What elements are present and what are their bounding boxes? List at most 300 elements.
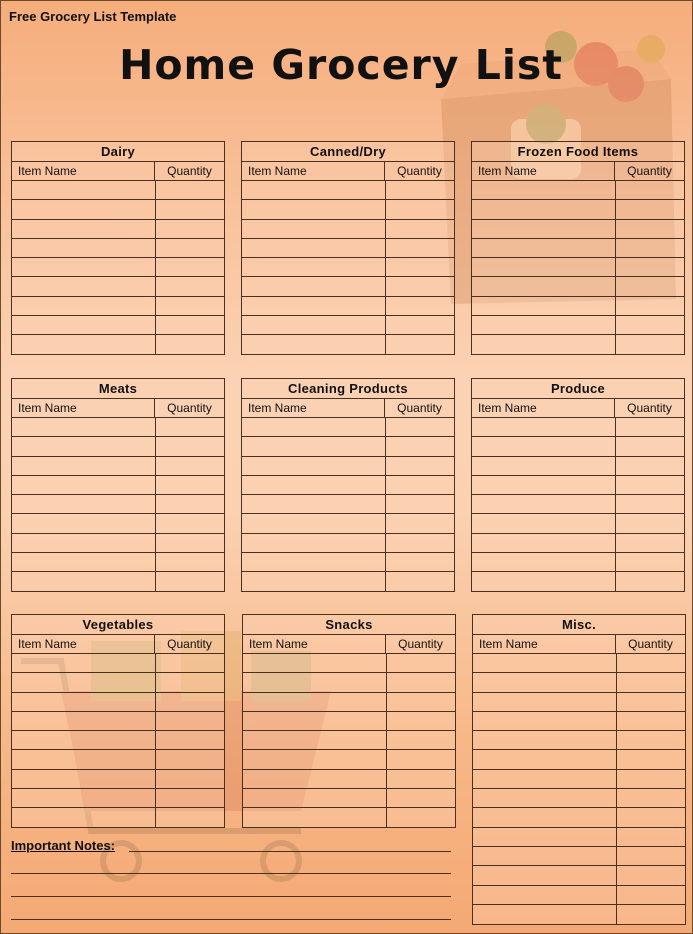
table-row <box>242 220 454 239</box>
table-row <box>12 654 224 673</box>
item-name-cell[interactable] <box>472 239 616 257</box>
note-line[interactable] <box>11 896 451 897</box>
table-row <box>473 866 685 885</box>
item-name-cell[interactable] <box>12 495 156 513</box>
item-name-cell[interactable] <box>472 514 616 532</box>
table-row <box>242 495 454 514</box>
item-name-cell[interactable] <box>472 297 616 315</box>
table-row <box>12 476 224 495</box>
quantity-cell[interactable] <box>386 181 454 199</box>
quantity-cell[interactable] <box>616 181 684 199</box>
table-row <box>12 673 224 692</box>
item-name-header: Item Name <box>242 162 385 180</box>
table-row <box>472 418 684 437</box>
item-name-cell[interactable] <box>472 181 616 199</box>
item-name-cell[interactable] <box>243 770 387 788</box>
section-title: Snacks <box>243 615 455 635</box>
quantity-cell[interactable] <box>156 750 224 768</box>
item-name-cell[interactable] <box>12 457 156 475</box>
table-row <box>12 553 224 572</box>
quantity-header: Quantity <box>628 637 673 651</box>
item-name-cell[interactable] <box>12 673 156 691</box>
quantity-cell[interactable] <box>156 770 224 788</box>
quantity-cell[interactable] <box>616 297 684 315</box>
table-row <box>472 200 684 219</box>
item-name-cell[interactable] <box>473 847 617 865</box>
quantity-cell[interactable] <box>617 808 685 826</box>
table-row <box>243 789 455 808</box>
section-title: Misc. <box>473 615 685 635</box>
section-canned-dry <box>241 141 455 355</box>
quantity-cell[interactable] <box>617 731 685 749</box>
section-title: Cleaning Products <box>242 379 454 399</box>
item-name-cell[interactable] <box>473 808 617 826</box>
table-row <box>473 654 685 673</box>
table-row <box>473 673 685 692</box>
table-row <box>473 712 685 731</box>
item-name-cell[interactable] <box>242 534 386 552</box>
quantity-cell[interactable] <box>156 476 224 494</box>
section-title: Produce <box>472 379 684 399</box>
table-row <box>472 335 684 354</box>
section-produce <box>471 378 685 592</box>
item-name-cell[interactable] <box>473 789 617 807</box>
item-name-cell[interactable] <box>12 750 156 768</box>
quantity-header: Quantity <box>627 164 672 178</box>
item-name-cell[interactable] <box>243 731 387 749</box>
quantity-cell[interactable] <box>386 457 454 475</box>
item-name-cell[interactable] <box>243 712 387 730</box>
quantity-cell[interactable] <box>387 770 455 788</box>
item-name-cell[interactable] <box>12 335 156 354</box>
table-row <box>12 316 224 335</box>
item-name-cell[interactable] <box>12 770 156 788</box>
item-name-cell[interactable] <box>472 437 616 455</box>
quantity-cell[interactable] <box>156 731 224 749</box>
table-row <box>242 200 454 219</box>
quantity-header: Quantity <box>397 401 442 415</box>
item-name-cell[interactable] <box>242 418 386 436</box>
item-name-cell[interactable] <box>242 495 386 513</box>
item-name-cell[interactable] <box>242 476 386 494</box>
item-name-cell[interactable] <box>242 258 386 276</box>
table-row <box>472 297 684 316</box>
quantity-cell[interactable] <box>387 731 455 749</box>
table-row <box>243 654 455 673</box>
item-name-cell[interactable] <box>12 572 156 591</box>
item-name-cell[interactable] <box>12 476 156 494</box>
item-name-cell[interactable] <box>473 828 617 846</box>
quantity-cell[interactable] <box>156 200 224 218</box>
table-row <box>472 476 684 495</box>
quantity-cell[interactable] <box>386 335 454 354</box>
quantity-cell[interactable] <box>386 553 454 571</box>
table-row <box>243 731 455 750</box>
item-name-cell[interactable] <box>243 673 387 691</box>
quantity-cell[interactable] <box>616 258 684 276</box>
quantity-cell[interactable] <box>156 335 224 354</box>
item-name-cell[interactable] <box>242 514 386 532</box>
table-row <box>12 731 224 750</box>
quantity-cell[interactable] <box>386 572 454 591</box>
item-name-header: Item Name <box>12 162 155 180</box>
item-name-cell[interactable] <box>12 654 156 672</box>
item-name-cell[interactable] <box>472 277 616 295</box>
quantity-cell[interactable] <box>156 495 224 513</box>
table-row <box>12 335 224 354</box>
quantity-cell[interactable] <box>156 553 224 571</box>
table-row <box>243 693 455 712</box>
note-line[interactable] <box>11 919 451 920</box>
table-row <box>472 239 684 258</box>
quantity-cell[interactable] <box>616 476 684 494</box>
item-name-cell[interactable] <box>473 693 617 711</box>
quantity-cell[interactable] <box>617 905 685 924</box>
quantity-cell[interactable] <box>156 277 224 295</box>
item-name-cell[interactable] <box>12 437 156 455</box>
item-name-cell[interactable] <box>472 316 616 334</box>
quantity-cell[interactable] <box>616 457 684 475</box>
table-row <box>12 789 224 808</box>
template-label: Free Grocery List Template <box>9 9 177 24</box>
quantity-cell[interactable] <box>156 572 224 591</box>
item-name-header: Item Name <box>242 399 385 417</box>
item-name-cell[interactable] <box>12 693 156 711</box>
quantity-cell[interactable] <box>386 418 454 436</box>
quantity-cell[interactable] <box>617 789 685 807</box>
item-name-cell[interactable] <box>472 418 616 436</box>
quantity-cell[interactable] <box>617 654 685 672</box>
item-name-cell[interactable] <box>12 712 156 730</box>
item-name-cell[interactable] <box>12 731 156 749</box>
table-row <box>242 297 454 316</box>
table-row <box>472 277 684 296</box>
quantity-cell[interactable] <box>616 220 684 238</box>
table-row <box>473 905 685 924</box>
table-row <box>472 258 684 277</box>
table-row <box>473 750 685 769</box>
column-header-row <box>12 399 224 418</box>
item-name-cell[interactable] <box>243 808 387 827</box>
item-name-cell[interactable] <box>473 654 617 672</box>
column-header-row <box>472 399 684 418</box>
quantity-cell[interactable] <box>616 418 684 436</box>
quantity-cell[interactable] <box>386 437 454 455</box>
quantity-cell[interactable] <box>156 808 224 827</box>
quantity-cell[interactable] <box>156 258 224 276</box>
quantity-cell[interactable] <box>156 789 224 807</box>
quantity-cell[interactable] <box>386 316 454 334</box>
quantity-header: Quantity <box>167 637 212 651</box>
quantity-cell[interactable] <box>156 534 224 552</box>
item-name-cell[interactable] <box>472 476 616 494</box>
table-row <box>242 534 454 553</box>
quantity-cell[interactable] <box>387 750 455 768</box>
item-name-cell[interactable] <box>243 789 387 807</box>
item-name-cell[interactable] <box>242 277 386 295</box>
item-name-cell[interactable] <box>12 534 156 552</box>
quantity-cell[interactable] <box>616 572 684 591</box>
item-name-cell[interactable] <box>473 905 617 924</box>
item-name-cell[interactable] <box>12 316 156 334</box>
item-name-header: Item Name <box>473 635 616 653</box>
item-name-cell[interactable] <box>12 514 156 532</box>
item-name-cell[interactable] <box>12 789 156 807</box>
quantity-cell[interactable] <box>616 239 684 257</box>
item-name-cell[interactable] <box>473 712 617 730</box>
table-row <box>12 712 224 731</box>
item-name-cell[interactable] <box>12 200 156 218</box>
quantity-cell[interactable] <box>386 297 454 315</box>
item-name-cell[interactable] <box>473 886 617 904</box>
column-header-row <box>473 635 685 654</box>
item-name-cell[interactable] <box>242 316 386 334</box>
section-meats <box>11 378 225 592</box>
quantity-cell[interactable] <box>387 808 455 827</box>
quantity-cell[interactable] <box>156 239 224 257</box>
table-row <box>242 514 454 533</box>
note-line[interactable] <box>11 873 451 874</box>
item-name-cell[interactable] <box>12 418 156 436</box>
item-name-cell[interactable] <box>242 220 386 238</box>
column-header-row <box>243 635 455 654</box>
quantity-cell[interactable] <box>616 514 684 532</box>
section-title: Dairy <box>12 142 224 162</box>
quantity-cell[interactable] <box>617 866 685 884</box>
section-vegetables <box>11 614 225 828</box>
quantity-cell[interactable] <box>387 654 455 672</box>
table-row <box>242 437 454 456</box>
item-name-cell[interactable] <box>472 220 616 238</box>
quantity-cell[interactable] <box>617 847 685 865</box>
quantity-cell[interactable] <box>386 476 454 494</box>
quantity-cell[interactable] <box>617 750 685 768</box>
quantity-cell[interactable] <box>156 437 224 455</box>
quantity-cell[interactable] <box>387 693 455 711</box>
item-name-header: Item Name <box>12 399 155 417</box>
table-row <box>472 495 684 514</box>
important-notes-label: Important Notes: <box>11 838 115 853</box>
section-title: Canned/Dry <box>242 142 454 162</box>
item-name-cell[interactable] <box>243 693 387 711</box>
item-name-cell[interactable] <box>12 297 156 315</box>
quantity-header: Quantity <box>397 164 442 178</box>
table-row <box>472 457 684 476</box>
table-row <box>12 258 224 277</box>
table-row <box>242 418 454 437</box>
table-row <box>12 808 224 827</box>
table-row <box>472 514 684 533</box>
quantity-cell[interactable] <box>156 181 224 199</box>
table-row <box>472 553 684 572</box>
item-name-cell[interactable] <box>242 239 386 257</box>
table-row <box>243 750 455 769</box>
table-row <box>12 181 224 200</box>
item-name-cell[interactable] <box>243 750 387 768</box>
quantity-cell[interactable] <box>386 239 454 257</box>
table-row <box>12 770 224 789</box>
table-row <box>472 316 684 335</box>
table-row <box>472 181 684 200</box>
quantity-cell[interactable] <box>156 316 224 334</box>
table-row <box>12 750 224 769</box>
quantity-cell[interactable] <box>616 495 684 513</box>
table-row <box>12 572 224 591</box>
column-header-row <box>12 635 224 654</box>
table-row <box>473 828 685 847</box>
table-row <box>473 886 685 905</box>
item-name-cell[interactable] <box>472 200 616 218</box>
table-row <box>12 495 224 514</box>
column-header-row <box>12 162 224 181</box>
table-row <box>242 572 454 591</box>
quantity-cell[interactable] <box>616 534 684 552</box>
item-name-cell[interactable] <box>242 297 386 315</box>
quantity-cell[interactable] <box>617 770 685 788</box>
table-row <box>12 297 224 316</box>
item-name-cell[interactable] <box>242 553 386 571</box>
table-row <box>472 572 684 591</box>
item-name-cell[interactable] <box>242 181 386 199</box>
table-row <box>12 437 224 456</box>
item-name-cell[interactable] <box>473 750 617 768</box>
quantity-cell[interactable] <box>156 654 224 672</box>
quantity-cell[interactable] <box>386 200 454 218</box>
table-row <box>12 693 224 712</box>
item-name-header: Item Name <box>12 635 155 653</box>
quantity-cell[interactable] <box>617 712 685 730</box>
quantity-cell[interactable] <box>616 200 684 218</box>
item-name-cell[interactable] <box>12 181 156 199</box>
quantity-cell[interactable] <box>387 789 455 807</box>
table-row <box>12 220 224 239</box>
quantity-cell[interactable] <box>616 316 684 334</box>
item-name-cell[interactable] <box>472 572 616 591</box>
item-name-header: Item Name <box>472 162 615 180</box>
table-row <box>242 277 454 296</box>
column-header-row <box>472 162 684 181</box>
quantity-cell[interactable] <box>387 712 455 730</box>
quantity-header: Quantity <box>627 401 672 415</box>
item-name-cell[interactable] <box>472 553 616 571</box>
table-row <box>243 712 455 731</box>
table-row <box>12 514 224 533</box>
quantity-cell[interactable] <box>156 418 224 436</box>
quantity-cell[interactable] <box>386 534 454 552</box>
item-name-cell[interactable] <box>473 866 617 884</box>
quantity-cell[interactable] <box>616 335 684 354</box>
section-cleaning-products <box>241 378 455 592</box>
section-frozen-food <box>471 141 685 355</box>
section-misc <box>472 614 686 925</box>
item-name-cell[interactable] <box>473 770 617 788</box>
quantity-cell[interactable] <box>617 828 685 846</box>
quantity-cell[interactable] <box>156 712 224 730</box>
quantity-cell[interactable] <box>386 514 454 532</box>
quantity-cell[interactable] <box>156 514 224 532</box>
table-row <box>472 220 684 239</box>
table-row <box>12 457 224 476</box>
quantity-cell[interactable] <box>387 673 455 691</box>
table-row <box>473 693 685 712</box>
table-row <box>242 335 454 354</box>
quantity-cell[interactable] <box>386 495 454 513</box>
quantity-cell[interactable] <box>156 693 224 711</box>
note-line[interactable] <box>129 851 451 852</box>
table-row <box>242 316 454 335</box>
table-row <box>242 181 454 200</box>
table-row <box>242 476 454 495</box>
table-row <box>242 239 454 258</box>
item-name-cell[interactable] <box>242 335 386 354</box>
item-name-cell[interactable] <box>473 673 617 691</box>
quantity-cell[interactable] <box>386 258 454 276</box>
quantity-cell[interactable] <box>156 220 224 238</box>
table-row <box>12 277 224 296</box>
table-row <box>12 418 224 437</box>
quantity-cell[interactable] <box>616 437 684 455</box>
item-name-cell[interactable] <box>472 258 616 276</box>
table-row <box>472 534 684 553</box>
quantity-cell[interactable] <box>617 693 685 711</box>
table-row <box>473 770 685 789</box>
item-name-cell[interactable] <box>472 457 616 475</box>
quantity-header: Quantity <box>398 637 443 651</box>
column-header-row <box>242 162 454 181</box>
item-name-cell[interactable] <box>242 457 386 475</box>
quantity-cell[interactable] <box>156 457 224 475</box>
item-name-cell[interactable] <box>12 808 156 827</box>
table-row <box>243 770 455 789</box>
quantity-header: Quantity <box>167 164 212 178</box>
item-name-cell[interactable] <box>472 495 616 513</box>
table-row <box>242 457 454 476</box>
item-name-cell[interactable] <box>12 258 156 276</box>
section-title: Frozen Food Items <box>472 142 684 162</box>
item-name-cell[interactable] <box>242 572 386 591</box>
table-row <box>472 437 684 456</box>
item-name-cell[interactable] <box>12 239 156 257</box>
quantity-cell[interactable] <box>617 673 685 691</box>
table-row <box>242 553 454 572</box>
section-snacks <box>242 614 456 828</box>
quantity-cell[interactable] <box>617 886 685 904</box>
section-dairy <box>11 141 225 355</box>
item-name-cell[interactable] <box>12 553 156 571</box>
section-title: Vegetables <box>12 615 224 635</box>
item-name-cell[interactable] <box>12 277 156 295</box>
quantity-cell[interactable] <box>156 673 224 691</box>
quantity-cell[interactable] <box>156 297 224 315</box>
item-name-cell[interactable] <box>242 200 386 218</box>
item-name-cell[interactable] <box>242 437 386 455</box>
quantity-cell[interactable] <box>616 277 684 295</box>
table-row <box>473 847 685 866</box>
item-name-cell[interactable] <box>472 534 616 552</box>
quantity-cell[interactable] <box>616 553 684 571</box>
item-name-cell[interactable] <box>472 335 616 354</box>
quantity-cell[interactable] <box>386 220 454 238</box>
item-name-cell[interactable] <box>243 654 387 672</box>
quantity-cell[interactable] <box>386 277 454 295</box>
table-row <box>473 731 685 750</box>
section-title: Meats <box>12 379 224 399</box>
item-name-cell[interactable] <box>473 731 617 749</box>
item-name-cell[interactable] <box>12 220 156 238</box>
page-title: Home Grocery List <box>119 41 563 89</box>
table-row <box>12 534 224 553</box>
table-row <box>12 200 224 219</box>
